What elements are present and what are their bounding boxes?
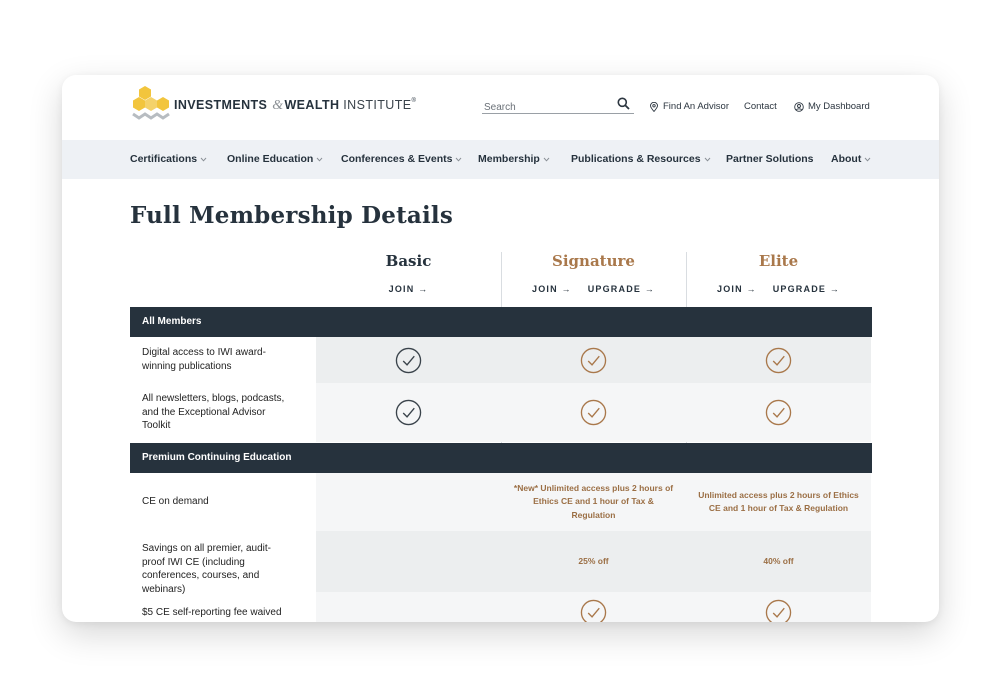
nav-label: About [831,153,862,165]
nav-item-certifications[interactable] [130,153,207,165]
cell-basic [316,531,501,592]
tier-name: Elite [758,252,799,270]
upgrade-link[interactable]: UPGRADE → [772,284,841,294]
join-link[interactable]: JOIN → [716,284,757,294]
section-header: All Members [130,307,872,337]
cell-basic [316,473,501,531]
chevron-down-icon [316,157,323,162]
cell-signature [501,592,686,622]
tier-name: Signature [552,252,635,270]
search-input[interactable] [482,100,612,116]
nav-item-publications-resources[interactable] [571,153,711,165]
cell-signature [501,383,686,442]
cell-elite [686,383,871,442]
nav-item-online-education[interactable] [227,153,323,165]
cell-elite [686,337,871,383]
join-link[interactable]: JOIN → [388,284,429,294]
brand-tm: ® [411,98,417,104]
brand-wordmark[interactable] [174,98,416,114]
nav-label: Certifications [130,153,198,165]
brand-amp: & [272,98,284,113]
cell-note: Unlimited access plus 2 hours of Ethics CE and 1 hour of Tax & Regulation [698,489,859,513]
nav-item-about[interactable] [831,153,871,165]
cell-signature [501,337,686,383]
table-row [130,383,872,442]
table-row [130,337,872,383]
cell-basic [316,592,501,622]
check-circle-icon [765,347,792,374]
search-icon[interactable] [617,97,630,110]
check-circle-icon [765,599,792,622]
tier-name: Basic [385,252,432,270]
site-header [62,75,939,140]
cell-note: *New* Unlimited access plus 2 hours of Ethics CE and 1 hour of Tax & Regulation [513,482,674,520]
check-circle-icon [395,399,422,426]
nav-label: Conferences & Events [341,153,453,165]
browser-window [62,75,939,622]
cell-basic [316,383,501,442]
location-pin-icon [649,102,659,112]
find-advisor-link[interactable] [649,101,729,112]
nav-item-conferences-events[interactable] [341,153,462,165]
join-link[interactable]: JOIN → [531,284,572,294]
contact-label: Contact [744,101,777,112]
page-title: Full Membership Details [130,202,454,229]
tier-header-elite [686,252,871,294]
cell-note: 25% off [578,555,609,566]
tier-actions [316,284,501,294]
tier-header-basic [316,252,501,294]
table-row [130,473,872,531]
nav-item-partner-solutions[interactable] [726,153,814,165]
contact-link[interactable] [744,101,777,112]
nav-label: Publications & Resources [571,153,701,165]
chevron-down-icon [543,157,550,162]
nav-label: Partner Solutions [726,153,814,165]
chevron-down-icon [704,157,711,162]
nav-label: Online Education [227,153,314,165]
search-box [482,97,634,114]
section-header: Premium Continuing Education [130,443,872,473]
check-circle-icon [580,599,607,622]
cell-signature [501,473,686,531]
tier-actions [501,284,686,294]
dashboard-label: My Dashboard [808,101,870,112]
row-label: $5 CE self-reporting fee waived [142,607,282,618]
chevron-down-icon [455,157,462,162]
row-label: All newsletters, blogs, podcasts, and the Exceptional Advisor Toolkit [142,393,285,431]
nav-label: Membership [478,153,540,165]
brand-part1: INVESTMENTS [174,98,268,112]
upgrade-link[interactable]: UPGRADE → [587,284,656,294]
check-circle-icon [580,399,607,426]
check-circle-icon [580,347,607,374]
main-nav [62,140,939,179]
dashboard-link[interactable] [794,101,870,112]
cell-elite [686,592,871,622]
tier-header-signature [501,252,686,294]
check-circle-icon [395,347,422,374]
row-label: Savings on all premier, audit-proof IWI CE (including conferences, courses, and webinars) [142,543,271,595]
chevron-down-icon [200,157,207,162]
tier-actions [686,284,871,294]
cell-signature [501,531,686,592]
find-advisor-label: Find An Advisor [663,101,730,112]
brand-part2: WEALTH [284,98,340,112]
cell-note: 40% off [763,555,794,566]
table-row [130,592,872,622]
nav-item-membership[interactable] [478,153,550,165]
cell-elite [686,473,871,531]
brand-part3: INSTITUTE [343,98,412,112]
user-circle-icon [794,102,804,112]
iwi-logo[interactable] [132,83,176,125]
check-circle-icon [765,399,792,426]
row-label: CE on demand [142,496,209,507]
cell-basic [316,337,501,383]
chevron-down-icon [864,157,871,162]
table-row [130,531,872,595]
row-label: Digital access to IWI award-winning publications [142,347,266,372]
cell-elite [686,531,871,592]
